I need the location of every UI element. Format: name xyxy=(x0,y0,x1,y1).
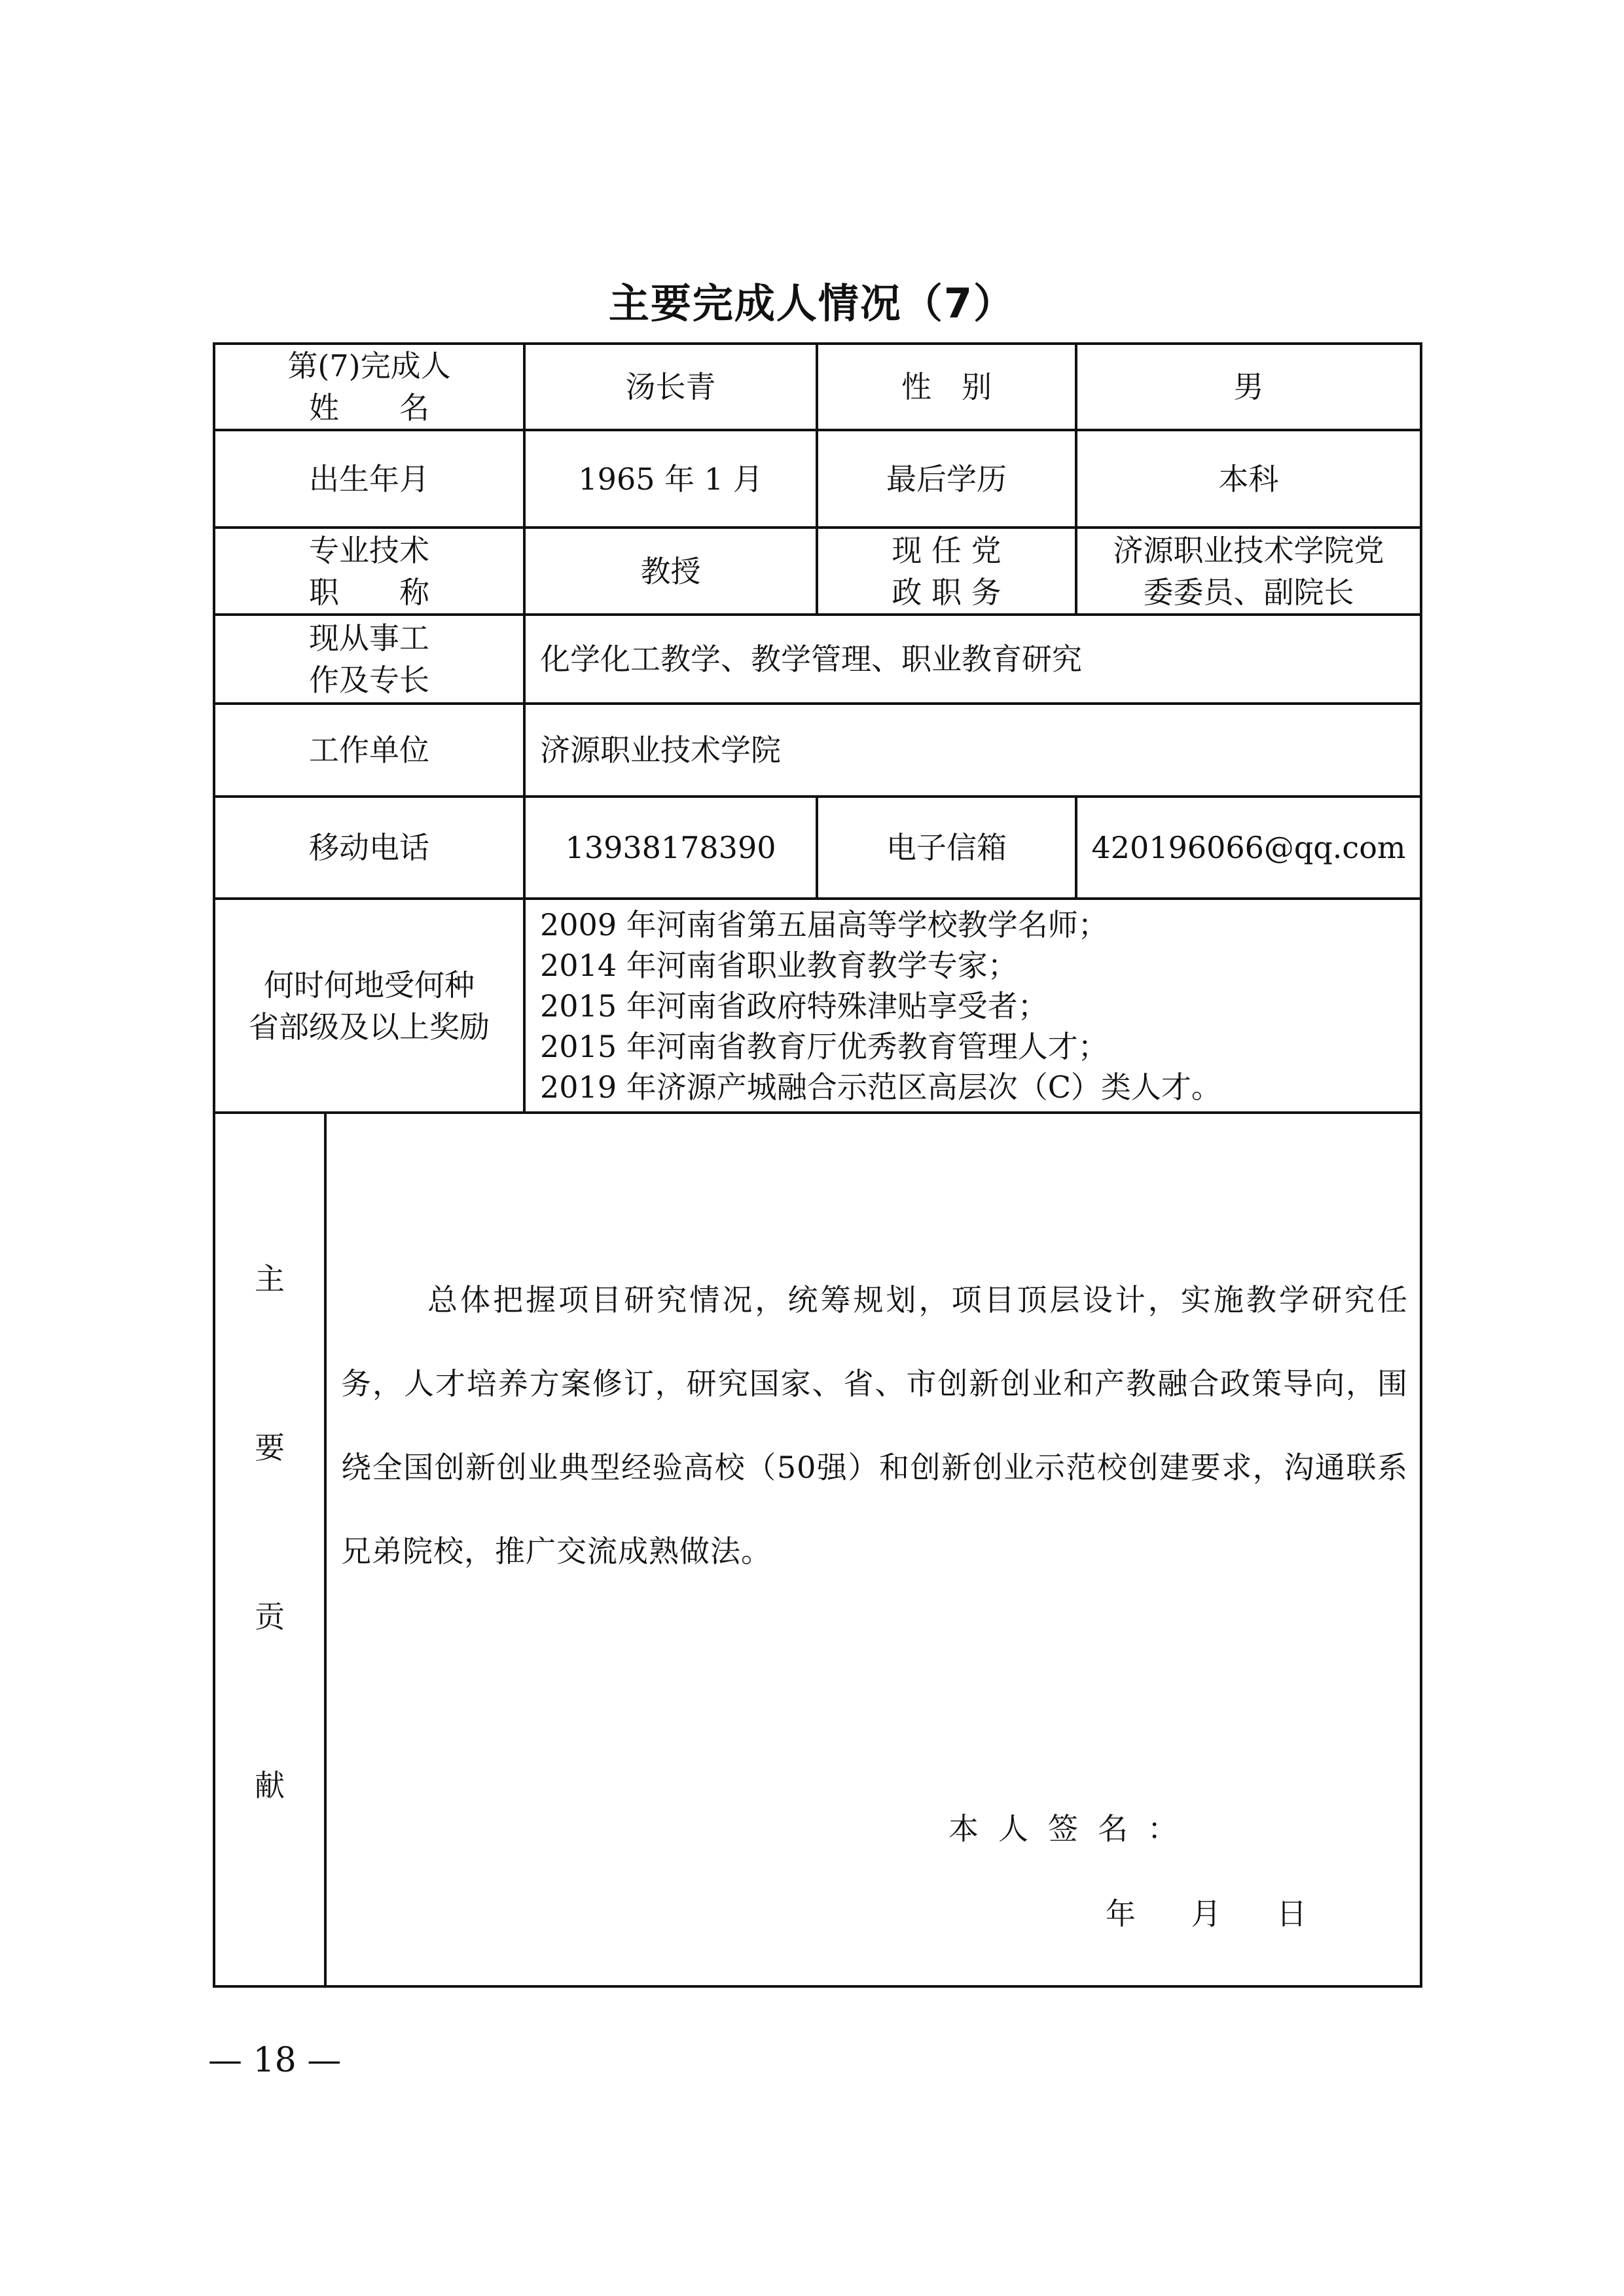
position-label-line2: 政 职 务 xyxy=(892,574,1001,610)
title-value: 教授 xyxy=(524,528,817,615)
awards-label-line2: 省部级及以上奖励 xyxy=(249,1009,490,1045)
phone-value: 13938178390 xyxy=(524,797,817,899)
contribution-text: 总体把握项目研究情况，统筹规划，项目顶层设计，实施教学研究任务，人才培养方案修订，研究国家、省、市创新创业和产教融合政策导向，围绕全国创新创业典型经验高校（50强）和创新创业示范校创建要求，沟通联系兄弟院校，推广交流成熟做法。 xyxy=(341,1282,1409,1569)
work-label-line1: 现从事工 xyxy=(309,620,429,656)
position-value-cell xyxy=(1076,528,1421,615)
contribution-label-char: 贡 xyxy=(255,1599,285,1634)
award-item: 2019 年济源产城融合示范区高层次（C）类人才。 xyxy=(540,1069,1221,1105)
table-row-contribution xyxy=(214,1113,1421,1986)
position-value-line2: 委委员、副院长 xyxy=(1143,574,1354,610)
contribution-label-char: 主 xyxy=(255,1261,285,1297)
date-year-label: 年 xyxy=(1106,1896,1136,1931)
date-day-label: 日 xyxy=(1276,1896,1307,1931)
name-label-cell xyxy=(214,344,524,430)
phone-label: 移动电话 xyxy=(214,797,524,899)
education-label: 最后学历 xyxy=(817,430,1076,528)
unit-value: 济源职业技术学院 xyxy=(524,704,1421,797)
contribution-label-char: 要 xyxy=(255,1430,285,1465)
table-row-birth xyxy=(214,430,1421,528)
contribution-content-cell xyxy=(325,1113,1421,1986)
name-label-line1: 第(7)完成人 xyxy=(287,348,451,384)
table-row-work xyxy=(214,615,1421,704)
signature-date xyxy=(1106,1893,1352,1935)
position-label-line1: 现 任 党 xyxy=(892,532,1001,568)
contribution-label-char: 献 xyxy=(255,1768,285,1803)
title-label-line2: 职 称 xyxy=(309,574,429,610)
award-item: 2014 年河南省职业教育教学专家； xyxy=(540,947,1018,983)
title-label-line1: 专业技术 xyxy=(309,532,429,568)
name-label-line2: 姓 名 xyxy=(309,390,429,425)
date-month-label: 月 xyxy=(1191,1896,1221,1931)
gender-value: 男 xyxy=(1076,344,1421,430)
awards-label-cell xyxy=(214,899,524,1113)
table-row-unit xyxy=(214,704,1421,797)
award-item: 2015 年河南省教育厅优秀教育管理人才； xyxy=(540,1028,1108,1064)
page-number: — 18 — xyxy=(208,2041,342,2080)
gender-label: 性 别 xyxy=(817,344,1076,430)
work-label-cell xyxy=(214,615,524,704)
table-row-title xyxy=(214,528,1421,615)
education-value: 本科 xyxy=(1076,430,1421,528)
email-value: 420196066@qq.com xyxy=(1076,797,1421,899)
table-row-awards xyxy=(214,899,1421,1113)
contributor-info-table xyxy=(213,342,1422,1988)
email-label: 电子信箱 xyxy=(817,797,1076,899)
unit-label: 工作单位 xyxy=(214,704,524,797)
name-value: 汤长青 xyxy=(524,344,817,430)
award-item: 2015 年河南省政府特殊津贴享受者； xyxy=(540,988,1048,1024)
awards-label-line1: 何时何地受何种 xyxy=(264,967,475,1003)
table-row-name xyxy=(214,344,1421,430)
work-value: 化学化工教学、教学管理、职业教育研究 xyxy=(524,615,1421,704)
page-title: 主要完成人情况（7） xyxy=(608,279,1016,327)
birth-label: 出生年月 xyxy=(214,430,524,528)
work-label-line2: 作及专长 xyxy=(309,662,429,698)
table-row-contact xyxy=(214,797,1421,899)
position-label-cell xyxy=(817,528,1076,615)
signature-label: 本人签名： xyxy=(948,1811,1197,1846)
award-item: 2009 年河南省第五届高等学校教学名师； xyxy=(540,906,1108,942)
title-label-cell xyxy=(214,528,524,615)
awards-list xyxy=(524,899,1421,1113)
position-value-line1: 济源职业技术学院党 xyxy=(1113,532,1384,568)
contribution-side-label xyxy=(214,1113,325,1986)
birth-value: 1965 年 1 月 xyxy=(524,430,817,528)
